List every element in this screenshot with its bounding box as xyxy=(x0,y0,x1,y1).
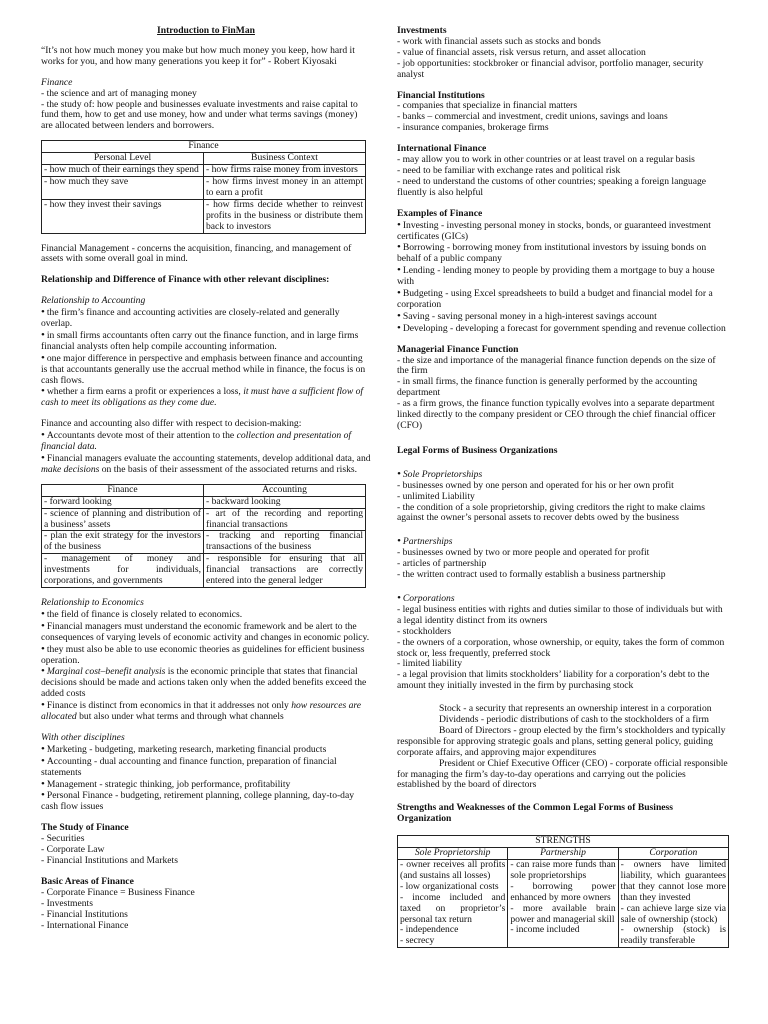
list-item: • Financial managers must understand the economic framework and be alert to the consequences of varying levels of economic activity and changes in economic policy. xyxy=(41,621,371,644)
emphasis-run: collection and presentation of financial data. xyxy=(41,430,352,453)
table-header: Finance xyxy=(42,484,204,496)
relationship-economics-heading: Relationship to Economics xyxy=(41,596,144,608)
list-item: - need to be familiar with exchange rates and political risk xyxy=(397,164,621,176)
cell-line: - secrecy xyxy=(400,935,435,947)
cell-line: - can raise more funds than sole proprietorships xyxy=(510,859,616,881)
table-cell: - how they invest their savings xyxy=(42,199,204,233)
cell-line: - owner receives all profits (and sustains all losses) xyxy=(400,859,506,881)
list-item: - the condition of a sole proprietorship, giving creditors the right to make claims against the owner’s personal assets to recover debts owed by the business xyxy=(397,501,705,524)
text-run: on the basis of their assessment of the associated returns and risks. xyxy=(99,463,357,475)
list-item: - value of financial assets, risk versus return, and asset allocation xyxy=(397,46,646,58)
table-row xyxy=(42,176,366,199)
list-item: • Borrowing - borrowing money from institutional investors by issuing bonds on behalf of a public company xyxy=(397,242,729,265)
table-row xyxy=(42,508,366,531)
table-cell: - plan the exit strategy for the investors of the business xyxy=(42,531,204,554)
opening-quote: “It’s not how much money you make but how much money you keep, how hard it works for you, and how many generations you keep it for” - Robert Kiyosaki xyxy=(41,44,355,67)
list-item: - insurance companies, brokerage firms xyxy=(397,122,549,134)
list-item: - in small firms, the finance function is generally performed by the accounting department xyxy=(397,376,698,399)
finance-line: - the study of: how people and businesses evaluate investments and raise capital to fund them, how to get and use money, how and under what terms savings (money) are allocated between lenders and borrowers. xyxy=(41,98,358,132)
finance-table-wrap xyxy=(41,140,366,233)
list-item: - work with financial assets such as stocks and bonds xyxy=(397,35,601,47)
list-item: - the written contract used to formally establish a business partnership xyxy=(397,569,666,581)
emphasis-run: Marginal cost–benefit analysis xyxy=(46,666,166,678)
list-item: • Investing - investing personal money in stocks, bonds, or guaranteed investment certificates (GICs) xyxy=(397,220,729,243)
cell-line: - can achieve large size via sale of ownership (stock) xyxy=(620,902,726,925)
sole-proprietorships-heading: • Sole Proprietorships xyxy=(397,469,729,481)
list-item: - companies that specialize in financial matters xyxy=(397,100,578,112)
finance-accounting-table xyxy=(41,484,366,588)
table-row xyxy=(398,860,729,948)
financial-institutions-heading: Financial Institutions xyxy=(397,89,485,101)
list-item: - articles of partnership xyxy=(397,558,487,570)
table-cell xyxy=(618,860,728,948)
list-item: • the firm’s finance and accounting activities are closely-related and generally overlap. xyxy=(41,307,371,330)
table-header: Accounting xyxy=(204,484,366,496)
list-item: - businesses owned by two or more people and operated for profit xyxy=(397,547,650,559)
list-item: - Investments xyxy=(41,897,93,909)
table-cell: - science of planning and distribution of a business’ assets xyxy=(42,508,204,531)
page-title: Introduction to FinMan xyxy=(157,25,255,36)
list-item: • they must also be able to use economic theories as guidelines for efficient business operation. xyxy=(41,644,371,667)
corporations-heading: • Corporations xyxy=(397,593,729,605)
table-cell: - how firms decide whether to reinvest profits in the business or distribute them back to investors xyxy=(204,199,366,233)
table-cell: - how firms invest money in an attempt to earn a profit xyxy=(204,176,366,199)
right-column xyxy=(397,26,729,948)
list-item: - job opportunities: stockbroker or financial advisor, portfolio manager, security analyst xyxy=(397,57,704,80)
table-header: Partnership xyxy=(508,848,618,860)
cell-line: - income included and taxed on proprietor’s personal tax return xyxy=(400,891,506,925)
cell-line: - more available brain power and managerial skill xyxy=(510,902,616,925)
list-item xyxy=(41,700,371,723)
list-item: - Corporate Law xyxy=(41,844,105,856)
list-item: - need to understand the customs of other countries; speaking a foreign language fluently is also helpful xyxy=(397,175,707,198)
list-item: • Management - strategic thinking, job performance, profitability xyxy=(41,779,371,791)
table-cell: - tracking and reporting financial transactions of the business xyxy=(204,531,366,554)
list-item xyxy=(41,666,371,700)
list-item: - the size and importance of the managerial finance function depends on the size of the firm xyxy=(397,354,716,377)
other-disciplines-heading: With other disciplines xyxy=(41,731,125,743)
finance-table xyxy=(41,152,366,233)
left-column xyxy=(41,26,371,931)
table-header: Personal Level xyxy=(42,153,204,165)
table-cell: - how much they save xyxy=(42,176,204,199)
finance-heading: Finance xyxy=(41,76,73,88)
text-run: Financial managers evaluate the accounting statements, develop additional data, and xyxy=(46,453,371,464)
list-item: - International Finance xyxy=(41,919,129,931)
areas-heading: Basic Areas of Finance xyxy=(41,875,134,887)
list-item xyxy=(41,453,371,476)
international-finance-heading: International Finance xyxy=(397,143,487,155)
definition-ceo: President or Chief Executive Officer (CEO) - corporate official responsible for managing the firm’s day-to-day operations and carrying out the policies established by the board of directors xyxy=(397,757,728,791)
examples-heading: Examples of Finance xyxy=(397,207,483,219)
relationship-heading: Relationship and Difference of Finance with other relevant disciplines: xyxy=(41,274,330,286)
table-cell: - how much of their earnings they spend xyxy=(42,165,204,177)
study-heading: The Study of Finance xyxy=(41,822,129,834)
list-item: • the field of finance is closely related to economics. xyxy=(41,609,371,621)
list-item: • one major difference in perspective and emphasis between finance and accounting is that accountants generally use the accrual method while in finance, the focus is on cash flows. xyxy=(41,353,371,387)
table-cell xyxy=(508,860,618,948)
text-run: is the economic principle that states that financial decisions should be made and actions taken only when the added benefits exceed the added costs xyxy=(41,666,367,700)
table-row xyxy=(42,554,366,588)
list-item: - businesses owned by one person and operated for his or her own profit xyxy=(397,479,674,491)
table-row xyxy=(42,165,366,177)
decision-intro: Finance and accounting also differ with respect to decision-making: xyxy=(41,418,302,430)
definition-dividends: Dividends - periodic distributions of cash to the stockholders of a firm xyxy=(439,714,709,726)
definition-board: Board of Directors - group elected by the firm’s stockholders and typically responsible for approving strategic goals and plans, setting general policy, guiding corporate affairs, and approving major expenditures xyxy=(397,724,726,758)
list-item: • Accounting - dual accounting and finance function, preparation of financial statements xyxy=(41,756,371,779)
table-row xyxy=(42,199,366,233)
list-item: - Corporate Finance = Business Finance xyxy=(41,886,195,898)
cell-line: - low organizational costs xyxy=(400,880,499,892)
table-cell: - responsible for ensuring that all financial transactions are correctly entered into the general ledger xyxy=(204,554,366,588)
finman-definition: Financial Management - concerns the acquisition, financing, and management of assets with some overall goal in mind. xyxy=(41,242,352,265)
list-item: - a legal provision that limits stockholders’ liability for a corporation’s debt to the amount they initially invested in the firm by purchasing stock xyxy=(397,669,710,692)
list-item xyxy=(41,386,371,409)
table-header: Sole Proprietorship xyxy=(398,848,508,860)
strengths-table xyxy=(397,847,729,948)
emphasis-run: it must have a sufficient flow of cash to meet its obligations as they come due. xyxy=(41,386,364,409)
list-item: - stockholders xyxy=(397,625,452,637)
list-item: - limited liability xyxy=(397,658,463,670)
managerial-finance-heading: Managerial Finance Function xyxy=(397,343,519,355)
partnerships-heading: • Partnerships xyxy=(397,536,729,548)
list-item: • Lending - lending money to people by providing them a mortgage to buy a house with xyxy=(397,265,729,288)
investments-heading: Investments xyxy=(397,25,447,36)
finance-line: - the science and art of managing money xyxy=(41,87,197,99)
table-cell xyxy=(398,860,508,948)
cell-line: - borrowing power enhanced by more owners xyxy=(510,880,616,903)
list-item xyxy=(41,430,371,453)
cell-line: - ownership (stock) is readily transferable xyxy=(620,924,726,947)
list-item: • Developing - developing a forecast for government spending and revenue collection xyxy=(397,323,729,335)
list-item: - may allow you to work in other countries or at least travel on a regular basis xyxy=(397,154,695,166)
table-cell: - management of money and investments for individuals, corporations, and governments xyxy=(42,554,204,588)
finance-table-caption: Finance xyxy=(41,140,366,152)
list-item: • Marketing - budgeting, marketing research, marketing financial products xyxy=(41,744,371,756)
list-item: - unlimited Liability xyxy=(397,490,475,502)
table-header: Business Context xyxy=(204,153,366,165)
emphasis-run: make decisions xyxy=(41,463,100,475)
list-item: - Securities xyxy=(41,833,85,845)
table-cell: - how firms raise money from investors xyxy=(204,165,366,177)
emphasis-run: how resources are allocated xyxy=(41,700,362,723)
relationship-accounting-heading: Relationship to Accounting xyxy=(41,295,146,307)
text-run: Accountants devote most of their attention to the xyxy=(46,430,237,442)
strengths-table-caption: STRENGTHS xyxy=(397,835,729,847)
strengths-weaknesses-heading: Strengths and Weaknesses of the Common Legal Forms of Business Organization xyxy=(397,802,674,825)
list-item: - banks – commercial and investment, credit unions, savings and loans xyxy=(397,111,668,123)
list-item: - Financial Institutions xyxy=(41,908,128,920)
table-row xyxy=(42,531,366,554)
cell-line: - independence xyxy=(400,924,459,936)
legal-forms-heading: Legal Forms of Business Organizations xyxy=(397,444,558,456)
list-item: - the owners of a corporation, whose ownership, or equity, takes the form of common stock or, less frequently, preferred stock xyxy=(397,636,725,659)
list-item: • Budgeting - using Excel spreadsheets to build a budget and financial model for a corporation xyxy=(397,288,729,311)
table-row xyxy=(42,496,366,508)
text-run: Finance is distinct from economics in that it addresses not only xyxy=(46,700,292,712)
strengths-table-wrap xyxy=(397,835,729,948)
cell-line: - income included xyxy=(510,924,580,936)
list-item: • Personal Finance - budgeting, retirement planning, college planning, day-to-day cash flow issues xyxy=(41,790,371,813)
list-item: - legal business entities with rights and duties similar to those of individuals but with a legal identity distinct from its owners xyxy=(397,603,723,626)
cell-line: - owners have limited liability, which guarantees that they cannot lose more than they invested xyxy=(620,859,726,903)
list-item: - Financial Institutions and Markets xyxy=(41,855,178,866)
text-run: whether a firm earns a profit or experiences a loss, xyxy=(46,386,244,398)
table-header: Corporation xyxy=(618,848,728,860)
list-item: • Saving - saving personal money in a high-interest savings account xyxy=(397,311,729,323)
text-run: but also under what terms and through what channels xyxy=(76,711,284,723)
definition-stock: Stock - a security that represents an ownership interest in a corporation xyxy=(439,703,712,715)
table-cell: - backward looking xyxy=(204,496,366,508)
list-item: • in small firms accountants often carry out the finance function, and in large firms financial analysts often help compile accounting information. xyxy=(41,330,371,353)
table-cell: - art of the recording and reporting financial transactions xyxy=(204,508,366,531)
list-item: - as a firm grows, the finance function typically evolves into a separate department linked directly to the company president or CEO through the chief financial officer (CFO) xyxy=(397,398,716,431)
table-cell: - forward looking xyxy=(42,496,204,508)
